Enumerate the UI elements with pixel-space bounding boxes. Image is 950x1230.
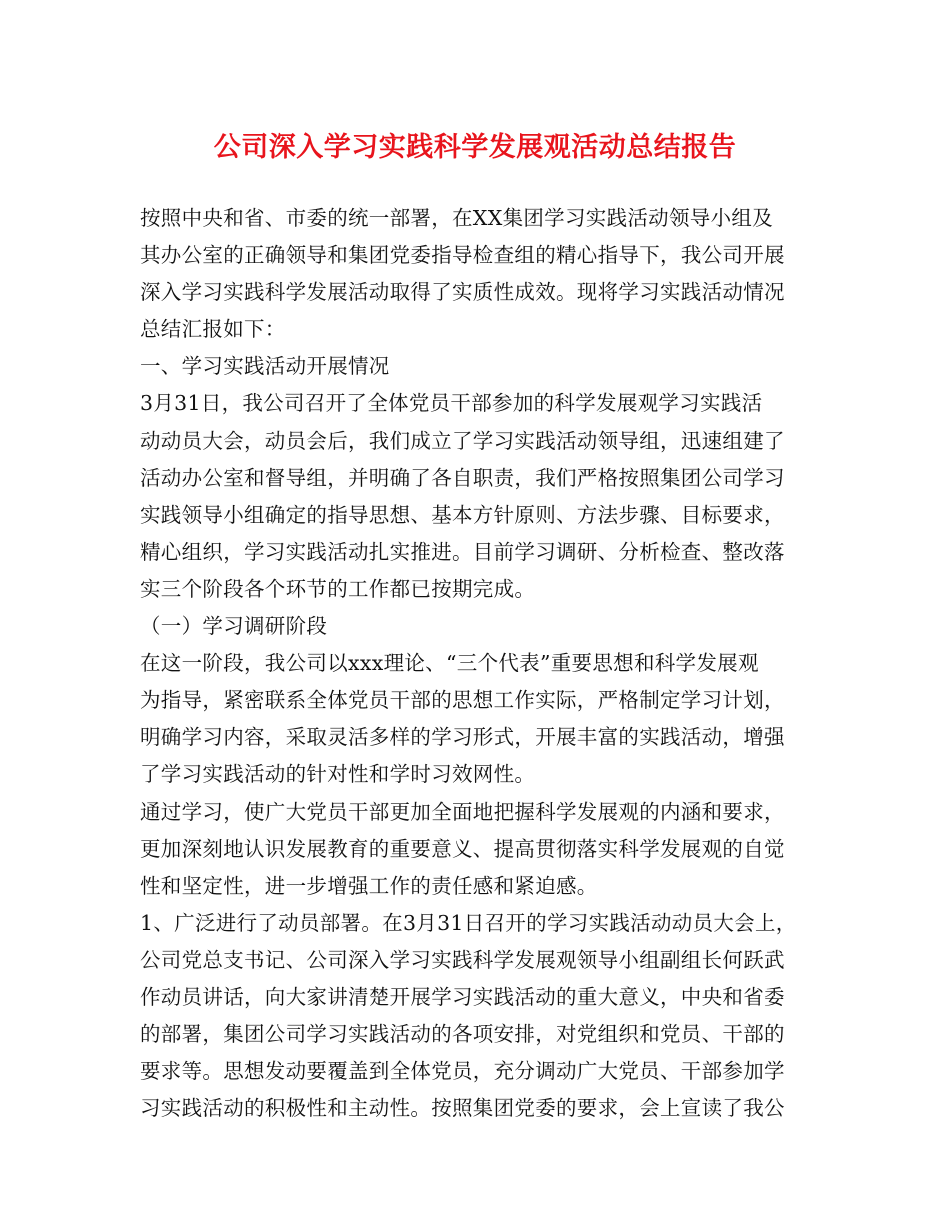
- body-text-line: 一、学习实践活动开展情况: [140, 354, 390, 379]
- body-text-line: 在这一阶段，我公司以xxx理论、“三个代表”重要思想和科学发展观: [140, 651, 759, 676]
- body-text-line: 深入学习实践科学发展活动取得了实质性成效。现将学习实践活动情况: [140, 280, 785, 305]
- body-text-line: 实三个阶段各个环节的工作都已按期完成。: [140, 576, 536, 601]
- body-text-line: 1、广泛进行了动员部署。在3月31日召开的学习实践活动动员大会上，: [140, 910, 797, 935]
- body-text-line: 为指导，紧密联系全体党员干部的思想工作实际，严格制定学习计划，: [140, 688, 785, 713]
- body-text-line: （一）学习调研阶段: [140, 614, 328, 639]
- body-text-line: 通过学习，使广大党员干部更加全面地把握科学发展观的内涵和要求，: [140, 799, 785, 824]
- body-text-line: 实践领导小组确定的指导思想、基本方针原则、方法步骤、目标要求，: [140, 502, 785, 527]
- body-text-line: 作动员讲话，向大家讲清楚开展学习实践活动的重大意义，中央和省委: [140, 984, 785, 1009]
- body-text-line: 总结汇报如下：: [140, 317, 286, 342]
- body-text-line: 了学习实践活动的针对性和学时习效网性。: [140, 762, 536, 787]
- body-text-line: 性和坚定性，进一步增强工作的责任感和紧迫感。: [140, 873, 598, 898]
- body-text-line: 活动办公室和督导组，并明确了各自职责，我们严格按照集团公司学习: [140, 465, 785, 490]
- body-text-line: 明确学习内容，采取灵活多样的学习形式，开展丰富的实践活动，增强: [140, 725, 785, 750]
- document-body: [140, 200, 830, 1127]
- body-text-line: 公司党总支书记、公司深入学习实践科学发展观领导小组副组长何跃武: [140, 947, 785, 972]
- body-text-line: 要求等。思想发动要覆盖到全体党员，充分调动广大党员、干部参加学: [140, 1059, 785, 1084]
- body-text-line: 更加深刻地认识发展教育的重要意义、提高贯彻落实科学发展观的自觉: [140, 836, 785, 861]
- body-text-line: 动动员大会，动员会后，我们成立了学习实践活动领导组，迅速组建了: [140, 428, 785, 453]
- document-title: 公司深入学习实践科学发展观活动总结报告: [213, 132, 737, 163]
- body-text-line: 习实践活动的积极性和主动性。按照集团党委的要求，会上宣读了我公: [140, 1096, 785, 1121]
- body-text-line: 3月31日，我公司召开了全体党员干部参加的科学发展观学习实践活: [140, 391, 763, 416]
- body-text-line: 精心组织，学习实践活动扎实推进。目前学习调研、分析检查、整改落: [140, 539, 785, 564]
- body-text-line: 按照中央和省、市委的统一部署，在XX集团学习实践活动领导小组及: [140, 206, 773, 230]
- body-text-line: 的部署，集团公司学习实践活动的各项安排，对党组织和党员、干部的: [140, 1022, 785, 1047]
- body-text-line: 其办公室的正确领导和集团党委指导检查组的精心指导下，我公司开展: [140, 243, 785, 268]
